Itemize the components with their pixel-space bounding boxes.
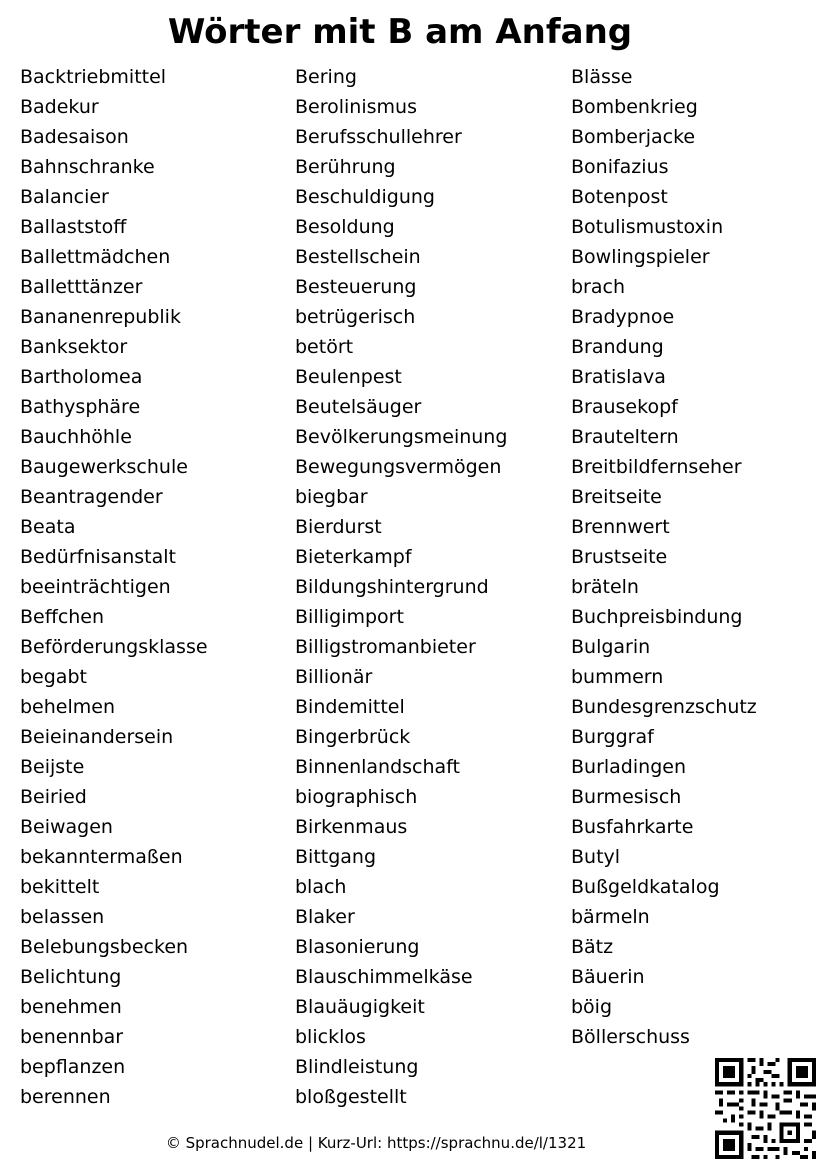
- page-title: Wörter mit B am Anfang: [167, 12, 633, 52]
- word-item: beeinträchtigen: [20, 576, 171, 598]
- word-item: Birkenmaus: [295, 816, 408, 838]
- word-item: Bedürfnisanstalt: [20, 546, 176, 568]
- word-item: Billigstromanbieter: [295, 636, 476, 658]
- word-item: blicklos: [295, 1026, 366, 1048]
- word-item: Bewegungsvermögen: [295, 456, 502, 478]
- word-item: Badesaison: [20, 126, 129, 148]
- word-item: Bauchhöhle: [20, 426, 132, 448]
- word-item: Blasonierung: [295, 936, 420, 958]
- word-item: bekanntermaßen: [20, 846, 183, 868]
- word-item: Bevölkerungsmeinung: [295, 426, 508, 448]
- word-item: biegbar: [295, 486, 368, 508]
- word-column-2: [295, 62, 507, 1112]
- word-item: bummern: [571, 666, 664, 688]
- word-item: Buchpreisbindung: [571, 606, 743, 628]
- word-item: Belebungsbecken: [20, 936, 189, 958]
- word-item: Bartholomea: [20, 366, 143, 388]
- word-item: Beförderungsklasse: [20, 636, 208, 658]
- word-item: Badekur: [20, 96, 99, 118]
- word-item: bräteln: [571, 576, 639, 598]
- word-item: Besteuerung: [295, 276, 417, 298]
- word-item: bloßgestellt: [295, 1086, 407, 1108]
- word-column-3: [571, 62, 757, 1052]
- word-item: Binnenlandschaft: [295, 756, 460, 778]
- word-item: Beieinandersein: [20, 726, 174, 748]
- word-item: Brausekopf: [571, 396, 678, 418]
- word-item: Ballettmädchen: [20, 246, 171, 268]
- word-item: Burggraf: [571, 726, 654, 748]
- word-item: Bäuerin: [571, 966, 645, 988]
- word-item: Brustseite: [571, 546, 668, 568]
- word-item: Botenpost: [571, 186, 668, 208]
- word-item: Bundesgrenzschutz: [571, 696, 757, 718]
- word-item: berennen: [20, 1086, 111, 1108]
- word-item: Böllerschuss: [571, 1026, 690, 1048]
- word-item: Breitbildfernseher: [571, 456, 742, 478]
- word-item: Bätz: [571, 936, 614, 958]
- word-item: Belichtung: [20, 966, 122, 988]
- word-item: Berufsschullehrer: [295, 126, 462, 148]
- word-item: Bahnschranke: [20, 156, 155, 178]
- word-item: Bierdurst: [295, 516, 382, 538]
- word-item: Bildungshintergrund: [295, 576, 489, 598]
- word-item: Bestellschein: [295, 246, 421, 268]
- word-item: Brennwert: [571, 516, 670, 538]
- word-item: Brandung: [571, 336, 664, 358]
- footer-copyright: © Sprachnudel.de | Kurz-Url: https://sprachnu.de/l/1321: [165, 1134, 587, 1152]
- word-item: Bingerbrück: [295, 726, 411, 748]
- word-item: Bittgang: [295, 846, 377, 868]
- word-item: Bathysphäre: [20, 396, 141, 418]
- word-item: Backtriebmittel: [20, 66, 167, 88]
- word-item: Burmesisch: [571, 786, 682, 808]
- word-item: Beata: [20, 516, 76, 538]
- word-item: Beiwagen: [20, 816, 113, 838]
- word-item: Blindleistung: [295, 1056, 419, 1078]
- word-column-1: [20, 62, 208, 1112]
- word-item: Bomberjacke: [571, 126, 696, 148]
- word-item: Blauäugigkeit: [295, 996, 425, 1018]
- word-item: Burladingen: [571, 756, 686, 778]
- word-item: Bratislava: [571, 366, 666, 388]
- word-item: behelmen: [20, 696, 115, 718]
- word-item: benehmen: [20, 996, 122, 1018]
- word-item: Bindemittel: [295, 696, 405, 718]
- word-item: Berolinismus: [295, 96, 417, 118]
- word-item: Beiried: [20, 786, 87, 808]
- word-item: bekittelt: [20, 876, 100, 898]
- word-item: Busfahrkarte: [571, 816, 694, 838]
- word-item: Balletttänzer: [20, 276, 143, 298]
- word-item: brach: [571, 276, 626, 298]
- word-item: benennbar: [20, 1026, 124, 1048]
- word-item: Bombenkrieg: [571, 96, 698, 118]
- word-item: Bonifazius: [571, 156, 669, 178]
- word-item: Bradypnoe: [571, 306, 675, 328]
- word-item: blach: [295, 876, 347, 898]
- word-item: Billigimport: [295, 606, 404, 628]
- word-item: Balancier: [20, 186, 109, 208]
- word-item: betört: [295, 336, 354, 358]
- word-item: Beutelsäuger: [295, 396, 422, 418]
- word-item: Bußgeldkatalog: [571, 876, 720, 898]
- word-item: Baugewerkschule: [20, 456, 188, 478]
- word-item: Bieterkampf: [295, 546, 412, 568]
- word-item: Ballaststoff: [20, 216, 127, 238]
- word-item: bepflanzen: [20, 1056, 126, 1078]
- word-item: Blässe: [571, 66, 633, 88]
- word-item: Breitseite: [571, 486, 662, 508]
- word-item: bärmeln: [571, 906, 650, 928]
- word-item: Beffchen: [20, 606, 105, 628]
- word-item: Berührung: [295, 156, 396, 178]
- word-item: böig: [571, 996, 613, 1018]
- word-item: betrügerisch: [295, 306, 416, 328]
- word-item: Bulgarin: [571, 636, 651, 658]
- word-item: belassen: [20, 906, 105, 928]
- word-item: Bananenrepublik: [20, 306, 181, 328]
- word-item: Bowlingspieler: [571, 246, 710, 268]
- word-item: Beijste: [20, 756, 85, 778]
- word-item: Botulismustoxin: [571, 216, 724, 238]
- word-item: Billionär: [295, 666, 373, 688]
- word-item: Bering: [295, 66, 357, 88]
- word-item: Butyl: [571, 846, 621, 868]
- word-item: begabt: [20, 666, 87, 688]
- word-item: Beantragender: [20, 486, 163, 508]
- word-item: Blaker: [295, 906, 355, 928]
- word-item: Besoldung: [295, 216, 395, 238]
- word-item: biographisch: [295, 786, 418, 808]
- word-item: Blauschimmelkäse: [295, 966, 473, 988]
- word-item: Banksektor: [20, 336, 128, 358]
- word-item: Beulenpest: [295, 366, 402, 388]
- word-item: Beschuldigung: [295, 186, 435, 208]
- word-item: Brauteltern: [571, 426, 679, 448]
